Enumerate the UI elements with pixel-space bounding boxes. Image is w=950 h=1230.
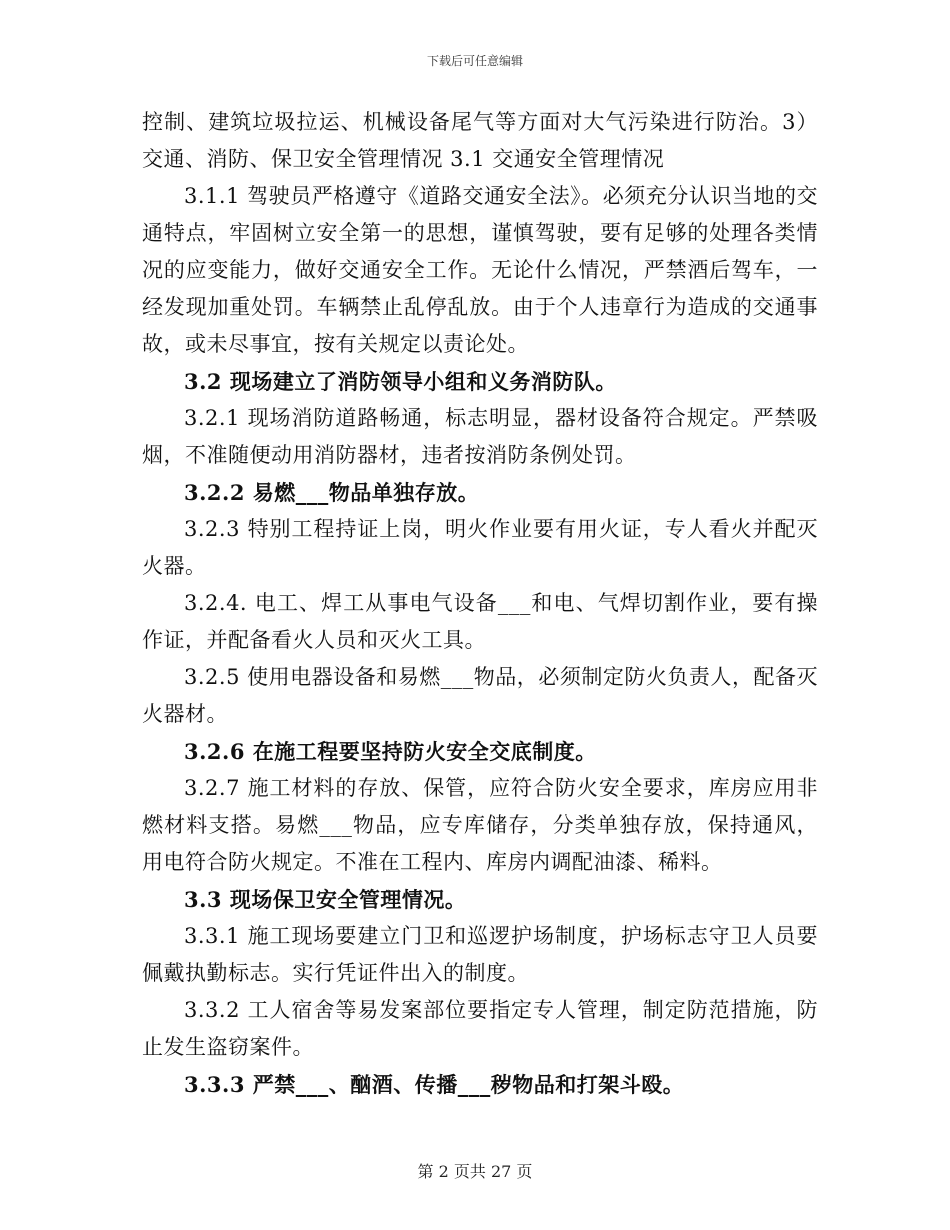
paragraph-intro: 控制、建筑垃圾拉运、机械设备尾气等方面对大气污染进行防治。3）交通、消防、保卫安全管理情况 3.1 交通安全管理情况: [142, 110, 818, 171]
paragraph-3-3-1: 3.3.1 施工现场要建立门卫和巡逻护场制度，护场标志守卫人员要佩戴执勤标志。实行凭证件出入的制度。: [142, 924, 818, 985]
heading-3-2-6: 3.2.6 在施工程要坚持防火安全交底制度。: [184, 739, 597, 764]
paragraph-3-2-5: 3.2.5 使用电器设备和易燃___物品，必须制定防火负责人，配备灭火器材。: [142, 665, 818, 726]
heading-3-3: 3.3 现场保卫安全管理情况。: [184, 887, 467, 912]
paragraph-3-2-4: 3.2.4. 电工、焊工从事电气设备___和电、气焊切割作业，要有操作证，并配备看火人员和灭火工具。: [142, 591, 818, 652]
paragraph-3-2-1: 3.2.1 现场消防道路畅通，标志明显，器材设备符合规定。严禁吸烟，不准随便动用消防器材，违者按消防条例处罚。: [142, 406, 818, 467]
paragraph-3-3-2: 3.3.2 工人宿舍等易发案部位要指定专人管理，制定防范措施，防止发生盗窃案件。: [142, 998, 818, 1059]
paragraph-3-1-1: 3.1.1 驾驶员严格遵守《道路交通安全法》。必须充分认识当地的交通特点，牢固树立安全第一的思想，谨慎驾驶，要有足够的处理各类情况的应变能力，做好交通安全工作。无论什么情况，严禁酒后驾车，一经发现加重处罚。车辆禁止乱停乱放。由于个人违章行为造成的交通事故，或未尽事宜，按有关规定以责论处。: [142, 184, 818, 356]
heading-3-2: 3.2 现场建立了消防领导小组和义务消防队。: [184, 369, 617, 394]
heading-3-2-2: 3.2.2 易燃___物品单独存放。: [184, 480, 480, 505]
page-footer: 第 2 页共 27 页: [417, 1162, 533, 1181]
paragraph-3-2-7: 3.2.7 施工材料的存放、保管，应符合防火安全要求，库房应用非燃材料支搭。易燃___物品，应专库储存，分类单独存放，保持通风，用电符合防火规定。不准在工程内、库房内调配油漆、稀料。: [142, 776, 818, 874]
document-body: [142, 104, 818, 1103]
heading-3-3-3: 3.3.3 严禁___、酗酒、传播___秽物品和打架斗殴。: [184, 1072, 685, 1097]
paragraph-3-2-3: 3.2.3 特别工程持证上岗，明火作业要有用火证，专人看火并配灭火器。: [142, 517, 818, 578]
page-header: 下载后可任意编辑: [426, 54, 523, 68]
